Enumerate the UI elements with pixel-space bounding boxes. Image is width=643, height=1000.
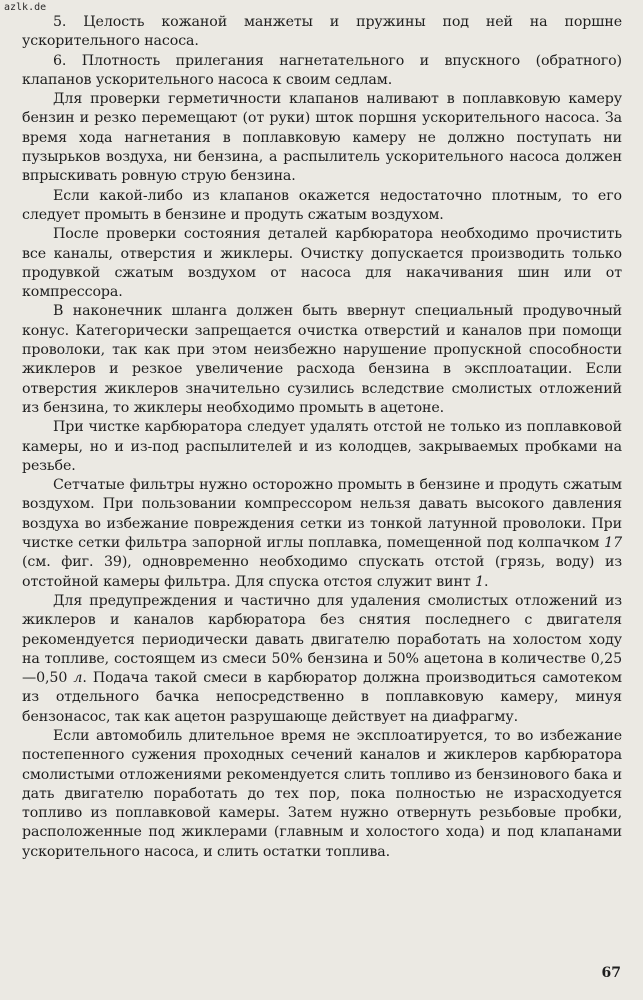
paragraph-valve-tightness: 6. Плотность прилегания нагнетательного и впускного (обратного) клапанов ускорительного насоса к своим седлам. xyxy=(22,52,622,88)
acetone-text-start: Для предупреждения и частично для удаления смолистых отложений из жиклеров и каналов карбюратора без снятия последнего с двигателя рекомендуется периодически давать двигателю поработать на холостом ходу на топливе, состоящем из смеси 50% бензина и 50% ацетона в количестве 0,25—0,50 xyxy=(22,592,622,687)
paragraph-channel-cleaning: После проверки состояния деталей карбюратора необходимо прочистить все каналы, отверстия и жиклеры. Очистку допускается производить только продувкой сжатым воздухом от насоса для накачивания шин или от компрессора. xyxy=(22,226,622,301)
paragraph-acetone-mixture xyxy=(22,592,622,727)
screw-number: 1 xyxy=(475,573,484,590)
paragraph-valve-cleaning: Если какой-либо из клапанов окажется недостаточно плотным, то его следует промыть в бензине и продуть сжатым воздухом. xyxy=(22,187,622,223)
acetone-text-end: . Подача такой смеси в карбюратор должна производиться самотеком из отдельного бачка непосредственно в поплавковую камеру, минуя бензонасос, так как ацетон разрушающе действует на диафрагму. xyxy=(22,670,622,725)
volume-unit: л xyxy=(73,670,83,687)
figure-reference-number: 17 xyxy=(604,535,622,552)
page-number: 67 xyxy=(601,965,621,981)
filter-text-start: Сетчатые фильтры нужно осторожно промыть в бензине и продуть сжатым воздухом. При пользовании компрессором нельзя давать высокого давления воздуха во избежание повреждения сетки из тонкой латунной проволоки. При чистке сетки фильтра запорной иглы поплавка, помещенной под колпачком xyxy=(22,477,622,552)
paragraph-mesh-filters xyxy=(22,476,622,592)
paragraph-valve-check: Для проверки герметичности клапанов наливают в поплавковую камеру бензин и резко перемещают (от руки) шток поршня ускорительного насоса. За время хода нагнетания в поплавковую камеру не должно поступать ни пузырьков воздуха, ни бензина, а распылитель ускорительного насоса должен впрыскивать ровную струю бензина. xyxy=(22,91,622,185)
paragraph-sediment-removal: При чистке карбюратора следует удалять отстой не только из поплавковой камеры, но и из-под распылителей и из колодцев, закрываемых пробками на резьбе. xyxy=(22,419,622,474)
watermark: azlk.de xyxy=(4,2,47,13)
filter-text-middle: (см. фиг. 39), одновременно необходимо спускать отстой (грязь, воду) из отстойной камеры фильтра. Для спуска отстоя служит винт xyxy=(22,554,622,590)
paragraph-blow-cone: В наконечник шланга должен быть ввернут специальный продувочный конус. Категорически запрещается очистка отверстий и каналов при помощи проволоки, так как при этом неизбежно нарушение пропускной способности жиклеров и резкое увеличение расхода бензина в эксплоатации. Если отверстия жиклеров значительно сузились вследствие смолистых отложений из бензина, то жиклеры необходимо промыть в ацетоне. xyxy=(22,303,622,416)
paragraph-long-storage: Если автомобиль длительное время не эксплоатируется, то во избежание постепенного сужения проходных сечений каналов и жиклеров карбюратора смолистыми отложениями рекомендуется слить топливо из бензинового бака и дать двигателю поработать до тех пор, пока полностью не израсходуется топливо из поплавковой камеры. Затем нужно отвернуть резьбовые пробки, расположенные под жиклерами (главным и холостого хода) и под клапанами ускорительного насоса, и слить остатки топлива. xyxy=(22,727,622,860)
filter-text-end: . xyxy=(484,573,489,590)
body-text xyxy=(22,13,622,862)
paragraph-cuff-integrity: 5. Целость кожаной манжеты и пружины под ней на поршне ускорительного насоса. xyxy=(22,14,622,50)
